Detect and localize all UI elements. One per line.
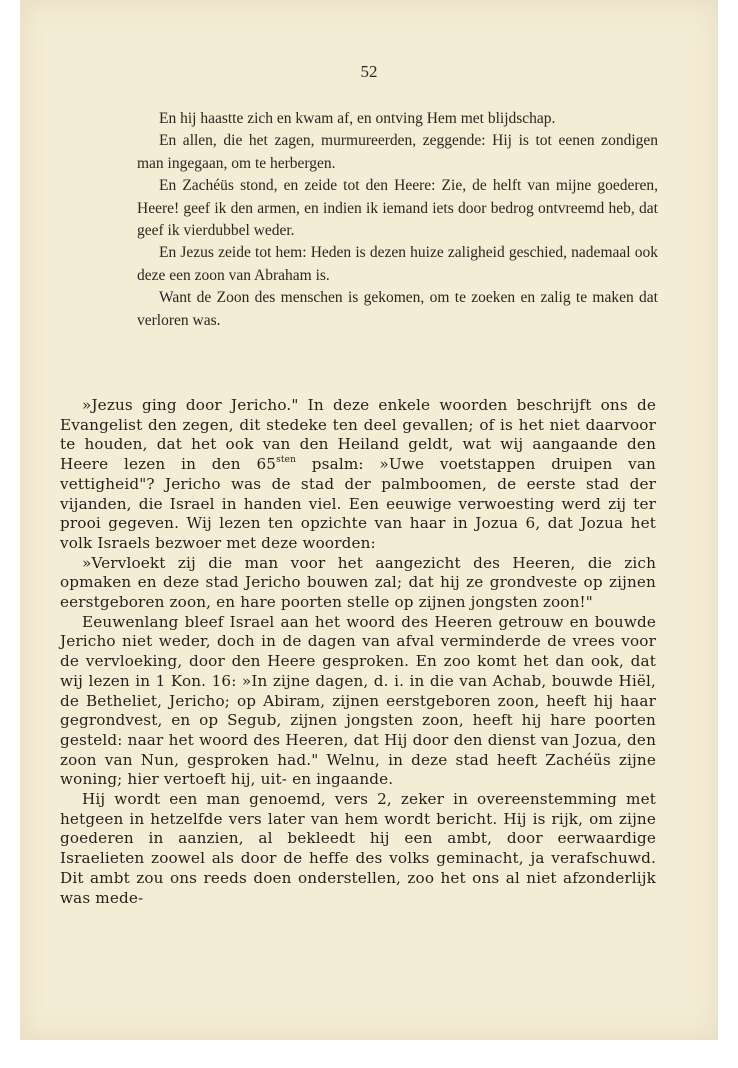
scripture-verse: Want de Zoon des menschen is gekomen, om te zoeken en zalig te maken dat verloren was. [137,289,658,329]
ordinal-superscript: sten [276,455,297,466]
commentary-text-run: psalm: »Uwe voetstappen druipen van vettigheid"? Jericho was de stad der palmboomen, de eerste stad der vijanden, die Israel in handen viel. Een eeuwige verwoesting werd zij ter prooi gegeven. Wij lezen ten opzichte van haar in Jozua 6, dat Jozua het volk Israels bezwoer met deze woorden: [60,455,656,552]
commentary-paragraph: Hij wordt een man genoemd, vers 2, zeker in overeenstemming met hetgeen in hetzelfde vers later van hem wordt bericht. Hij is rijk, om zijne goederen in aanzien, al bekleedt hij een ambt, door eerwaardige Israelieten zoowel als door de heffe des volks geminacht, ja verafschuwd. Dit ambt zou ons reeds doen onderstellen, zoo het ons al niet afzonderlijk was mede- [60,790,656,907]
commentary-paragraph: Eeuwenlang bleef Israel aan het woord des Heeren getrouw en bouwde Jericho niet weder, doch in de dagen van afval verminderde de vrees voor de vervloeking, door den Heere gesproken. En zoo komt het dan ook, dat wij lezen in 1 Kon. 16: »In zijne dagen, d. i. in die van Achab, bouwde Hiël, de Betheliet, Jericho; op Abiram, zijnen eerstgeboren zoon, heeft hij haar gegrondvest, en op Segub, zijnen jongsten zoon, heeft hij hare poorten gesteld: naar het woord des Heeren, dat Hij door den dienst van Jozua, den zoon van Nun, gesproken had." Welnu, in deze stad heeft Zachéüs zijne woning; hier vertoeft hij, uit- en ingaande. [60,612,656,789]
scripture-verse: En Jezus zeide tot hem: Heden is dezen huize zaligheid geschied, nademaal ook deze een zoon van Abraham is. [137,244,658,284]
scripture-verse: En hij haastte zich en kwam af, en ontving Hem met blijdschap. [159,110,556,127]
commentary-text-run: »Jezus ging door Jericho." In deze enkele woorden beschrijft ons de Evangelist den zegen, dit stedeke ten deel gevallen; of is het niet daarvoor te houden, dat het ook van den Heiland geldt, wat wij aangaande den Heere lezen in den 65 [60,396,656,474]
page-number: 52 [360,62,378,81]
scripture-verse: En Zachéüs stond, en zeide tot den Heere: Zie, de helft van mijne goederen, Heere! geef ik den armen, en indien ik iemand iets door bedrog ontvreemd heb, dat geef ik vierdubbel weder. [137,177,658,240]
commentary-text [60,396,656,908]
scripture-passage [137,108,658,332]
book-page [20,0,718,1040]
scripture-verse: En allen, die het zagen, murmureerden, zeggende: Hij is tot eenen zondigen man ingegaan, om te herbergen. [137,132,658,172]
commentary-paragraph: »Vervloekt zij die man voor het aangezicht des Heeren, die zich opmaken en deze stad Jericho bouwen zal; dat hij ze grondveste op zijnen eerstgeboren zoon, en hare poorten stelle op zijnen jongsten zoon!" [60,553,656,612]
commentary-paragraph [60,396,656,554]
